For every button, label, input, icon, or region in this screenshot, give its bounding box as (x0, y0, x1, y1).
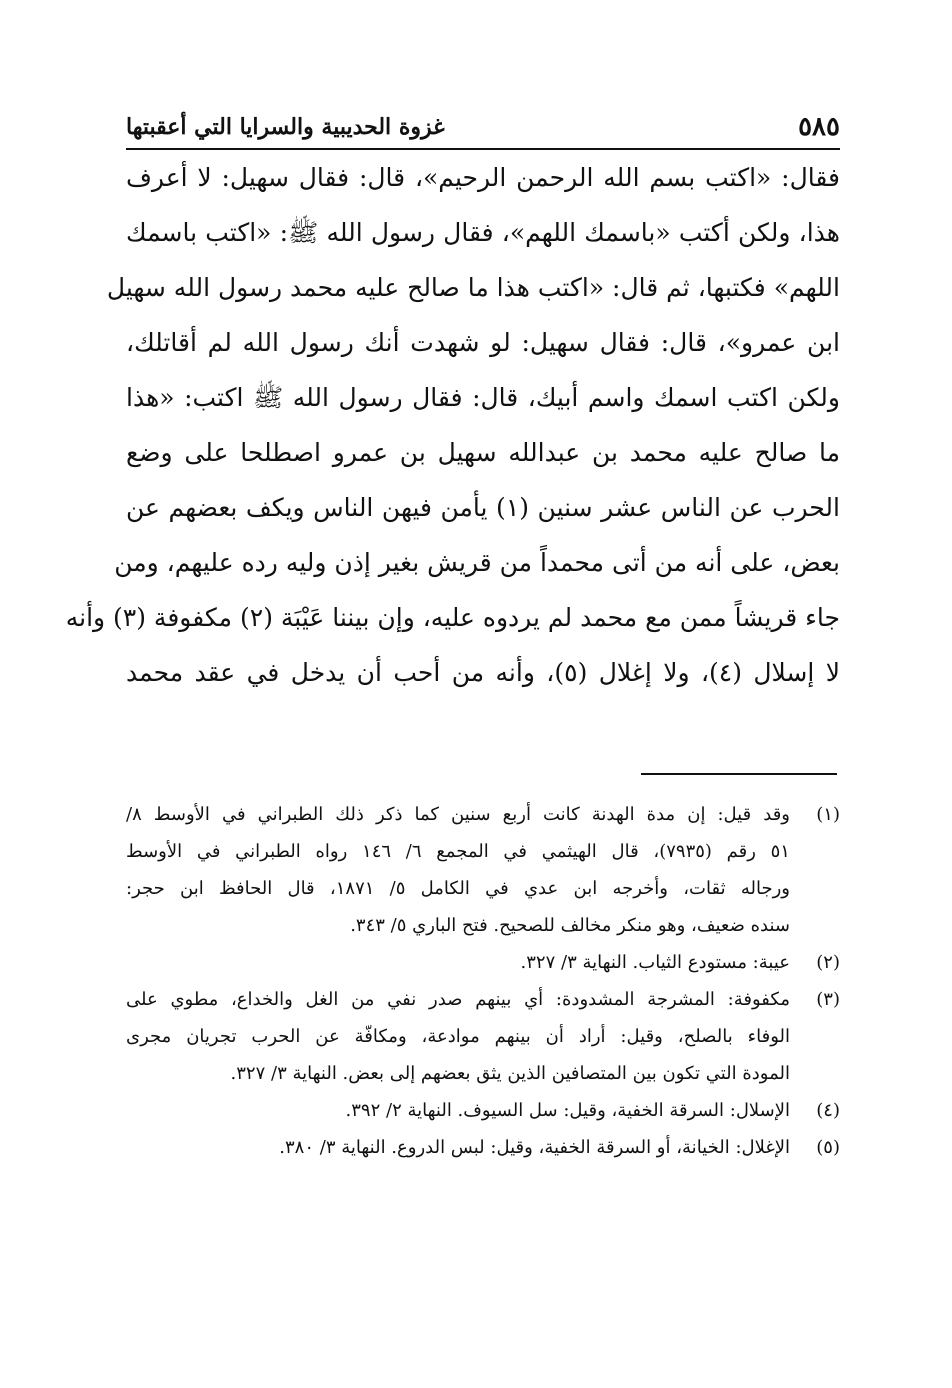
main-text-line: بعض، على أنه من أتى محمداً من قريش بغير إذن وليه رده عليهم، ومن (114, 548, 840, 577)
page-number: ٥٨٥ (798, 112, 840, 142)
running-title: غزوة الحديبية والسرايا التي أعقبتها (126, 114, 445, 140)
footnotes-block (126, 796, 840, 1166)
footnote-number: (٥) (816, 1137, 840, 1158)
footnote-3 (126, 981, 840, 1092)
footnote-line: الوفاء بالصلح، وقيل: أراد أن بينهم موادعة، ومكافّة عن الحرب تجريان مجرى (126, 1026, 790, 1047)
footnote-line: عيبة: مستودع الثياب. النهاية ٣/ ٣٢٧. (520, 952, 790, 973)
footnote-number: (٤) (816, 1100, 840, 1121)
footnote-2 (126, 944, 840, 981)
main-text-line: الحرب عن الناس عشر سنين (١) يأمن فيهن الناس ويكف بعضهم عن (126, 493, 840, 522)
footnote-line: الإسلال: السرقة الخفية، وقيل: سل السيوف. النهاية ٢/ ٣٩٢. (345, 1100, 790, 1121)
footnote-4 (126, 1092, 840, 1129)
footnote-number: (٣) (816, 989, 840, 1010)
main-text-block (65, 150, 840, 700)
main-text-line: جاء قريشاً ممن مع محمد لم يردوه عليه، وإن بيننا عَيْبَة (٢) مكفوفة (٣) وأنه (65, 603, 840, 632)
main-text-line: اللهم» فكتبها، ثم قال: «اكتب هذا ما صالح عليه محمد رسول الله سهيل (106, 273, 840, 302)
footnote-number: (١) (816, 804, 840, 825)
main-text-line: ما صالح عليه محمد بن عبدالله سهيل بن عمرو اصطلحا على وضع (126, 438, 840, 467)
main-text-line: ولكن اكتب اسمك واسم أبيك، قال: فقال رسول الله ﷺ اكتب: «هذا (126, 383, 840, 412)
footnote-line: ٥١ رقم (٧٩٣٥)، قال الهيثمي في المجمع ٦/ ١٤٦ رواه الطبراني في الأوسط (126, 841, 790, 862)
footnote-line: وقد قيل: إن مدة الهدنة كانت أربع سنين كما ذكر ذلك الطبراني في الأوسط ٨/ (126, 804, 790, 825)
page-header (126, 108, 840, 150)
footnote-line: المودة التي تكون بين المتصافين الذين يثق بعضهم إلى بعض. النهاية ٣/ ٣٢٧. (230, 1063, 790, 1084)
footnote-line: سنده ضعيف، وهو منكر مخالف للصحيح. فتح الباري ٥/ ٣٤٣. (350, 915, 790, 936)
main-text-line: ابن عمرو»، قال: فقال سهيل: لو شهدت أنك رسول الله لم أقاتلك، (126, 328, 840, 357)
footnote-number: (٢) (816, 952, 840, 973)
main-text-line: فقال: «اكتب بسم الله الرحمن الرحيم»، قال: فقال سهيل: لا أعرف (126, 163, 840, 192)
footnote-5 (126, 1129, 840, 1166)
footnote-1 (126, 796, 840, 944)
main-text-line: هذا، ولكن أكتب «باسمك اللهم»، فقال رسول الله ﷺ: «اكتب باسمك (126, 218, 840, 247)
footnote-separator (641, 773, 837, 775)
footnote-line: مكفوفة: المشرجة المشدودة: أي بينهم صدر نفي من الغل والخداع، مطوي على (126, 989, 790, 1010)
main-text-line: لا إسلال (٤)، ولا إغلال (٥)، وأنه من أحب أن يدخل في عقد محمد (126, 658, 840, 687)
footnote-line: ورجاله ثقات، وأخرجه ابن عدي في الكامل ٥/ ١٨٧١، قال الحافظ ابن حجر: (126, 878, 790, 899)
footnote-line: الإغلال: الخيانة، أو السرقة الخفية، وقيل: لبس الدروع. النهاية ٣/ ٣٨٠. (279, 1137, 790, 1158)
